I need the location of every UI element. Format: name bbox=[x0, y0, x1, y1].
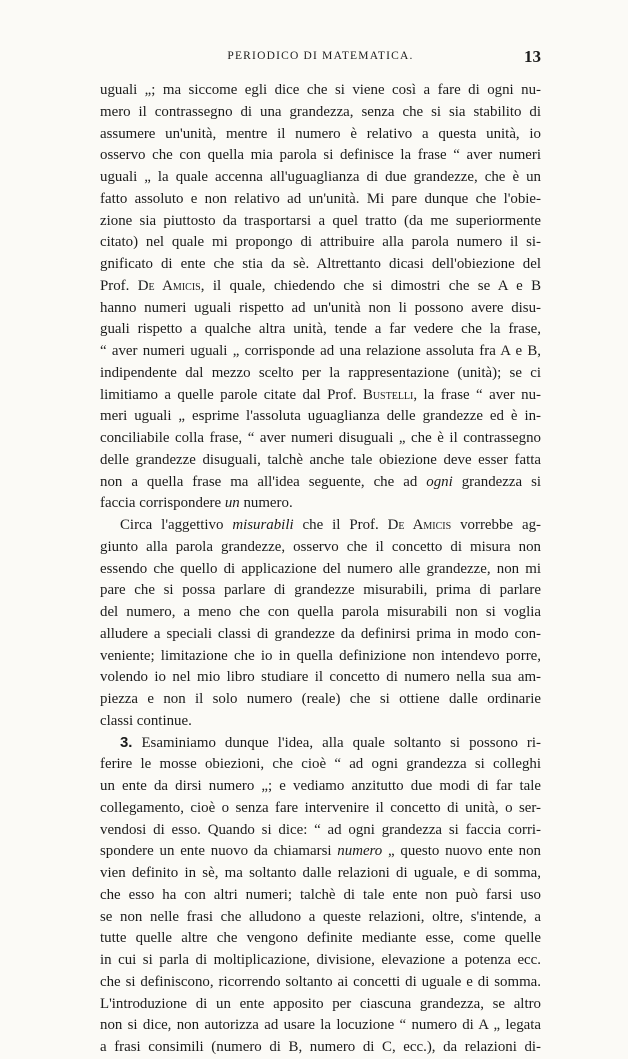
text-line: assumere un'unità, mentre il numero è relativo a questa unità, io bbox=[100, 125, 541, 142]
text-line: se non nelle frasi che alludono a queste relazioni, oltre, s'intende, a bbox=[100, 908, 541, 925]
text-line: fatto assoluto e non relativo ad un'unità. Mi pare dunque che l'obie- bbox=[100, 190, 541, 207]
text-line: a frasi consimili (numero di B, numero di C, ecc.), da relazioni di- bbox=[100, 1039, 541, 1055]
text-line: alludere a speciali classi di grandezze da definirsi prima in modo con- bbox=[100, 625, 541, 642]
emphasis: numero bbox=[337, 843, 383, 860]
body-text bbox=[100, 80, 541, 1059]
text-line: Prof. De Amicis, il quale, chiedendo che si dimostri che se A e B bbox=[100, 277, 541, 294]
text-line: che si definiscono, ricorrendo soltanto ai concetti di uguale e di somma. bbox=[100, 973, 541, 990]
text-line: pare che si possa parlare di grandezze misurabili, prima di parlare bbox=[100, 582, 541, 599]
text-line: non a quella frase ma all'idea seguente, che ad ogni grandezza si bbox=[100, 473, 541, 490]
running-title: PERIODICO DI MATEMATICA. bbox=[227, 50, 414, 62]
text-line: citato) nel quale mi propongo di attribuire alla parola numero il si- bbox=[100, 234, 541, 251]
text-line: un ente da dirsi numero „; e vediamo anzitutto due modi di far tale bbox=[100, 778, 541, 794]
text-line: vendosi di esso. Quando si dice: “ ad ogni grandezza si faccia corri- bbox=[100, 821, 541, 838]
author-name: De Amicis bbox=[137, 277, 201, 294]
text-line: 3. Esaminiamo dunque l'idea, alla quale soltanto si possono ri- bbox=[120, 734, 541, 751]
text-line: mero il contrassegno di una grandezza, senza che si sia stabilito di bbox=[100, 103, 541, 120]
text-line: conciliabile colla frase, “ aver numeri disuguali „ che è il contrassegno bbox=[100, 430, 541, 446]
text-line: zione sia piuttosto da trasportarsi a quel tratto (da me superiormente bbox=[100, 212, 541, 229]
text-line: vien definito in sè, ma soltanto dalle relazioni di uguale, e di somma, bbox=[100, 865, 541, 881]
text-line: uguali „; ma siccome egli dice che si viene così a fare di ogni nu- bbox=[100, 82, 541, 98]
text-line: veniente; limitazione che io in quella definizione non intendevo porre, bbox=[100, 647, 541, 664]
text-line: non si dice, non autorizza ad usare la locuzione “ numero di A „ legata bbox=[100, 1017, 541, 1034]
section-number: 3. bbox=[120, 734, 133, 751]
text-line: faccia corrispondere un numero. bbox=[100, 495, 293, 512]
text-line: hanno numeri uguali rispetto ad un'unità non li possono avere disu- bbox=[100, 299, 541, 316]
text-line: guali rispetto a qualche altra unità, tende a far vedere che la frase, bbox=[100, 321, 541, 338]
text-line: del numero, a meno che con quella parola misurabili non si voglia bbox=[100, 604, 541, 620]
text-line: meri uguali „ esprime l'assoluta uguaglianza delle grandezze ed è in- bbox=[100, 408, 541, 425]
text-line: essendo che quello di applicazione del numero alle grandezze, non mi bbox=[100, 560, 541, 577]
author-name: Bustelli bbox=[362, 386, 414, 403]
text-line: giunto alla parola grandezze, osservo che il concetto di misura non bbox=[100, 538, 541, 555]
text-line: piezza e non il solo numero (reale) che si ottiene dalle ordinarie bbox=[100, 691, 541, 707]
text-line: spondere un ente nuovo da chiamarsi numero „ questo nuovo ente non bbox=[100, 843, 541, 860]
text-line: uguali „ la quale accenna all'uguaglianza di due grandezze, che è un bbox=[100, 169, 541, 185]
text-line: indipendente dal mezzo scelto per la rappresentazione (unità); se ci bbox=[100, 364, 541, 381]
text-line: osservo che con quella mia parola si definisce la frase “ aver numeri bbox=[100, 147, 541, 164]
text-line: classi continue. bbox=[100, 712, 192, 729]
text-line: limitiamo a quelle parole citate dal Prof. Bustelli, la frase “ aver nu- bbox=[100, 386, 541, 403]
emphasis: un bbox=[224, 495, 240, 512]
text-line: “ aver numeri uguali „ corrisponde ad una relazione assoluta fra A e B, bbox=[100, 343, 541, 359]
text-line: volendo io nel mio libro studiare il concetto di numero nella sua am- bbox=[100, 669, 541, 686]
text-line: collegamento, cioè o senza fare intervenire il concetto di unità, o ser- bbox=[100, 799, 541, 816]
text-line: tutte quelle altre che vengono definite mediante esse, come quelle bbox=[100, 930, 541, 947]
text-line: delle grandezze disuguali, talchè anche tale obiezione deve esser fatta bbox=[100, 451, 541, 468]
text-line: gnificato di ente che stia da sè. Altrettanto dicasi dell'obiezione del bbox=[100, 256, 541, 272]
text-line: ferire le mosse obiezioni, che cioè “ ad ogni grandezza si colleghi bbox=[100, 756, 541, 773]
text-line: in cui si parla di moltiplicazione, divisione, elevazione a potenza ecc. bbox=[100, 952, 541, 968]
page-header bbox=[100, 47, 541, 69]
author-name: De Amicis bbox=[387, 517, 452, 533]
text-line: L'introduzione di un ente apposito per ciascuna grandezza, se altro bbox=[100, 995, 541, 1012]
text-line: Circa l'aggettivo misurabili che il Prof. De Amicis vorrebbe ag- bbox=[120, 517, 541, 533]
page-number: 13 bbox=[524, 47, 541, 66]
emphasis: ogni bbox=[426, 473, 453, 490]
emphasis: misurabili bbox=[232, 517, 294, 533]
text-line: che esso ha con altri numeri; talchè di tale ente non può farsi uso bbox=[100, 886, 541, 903]
